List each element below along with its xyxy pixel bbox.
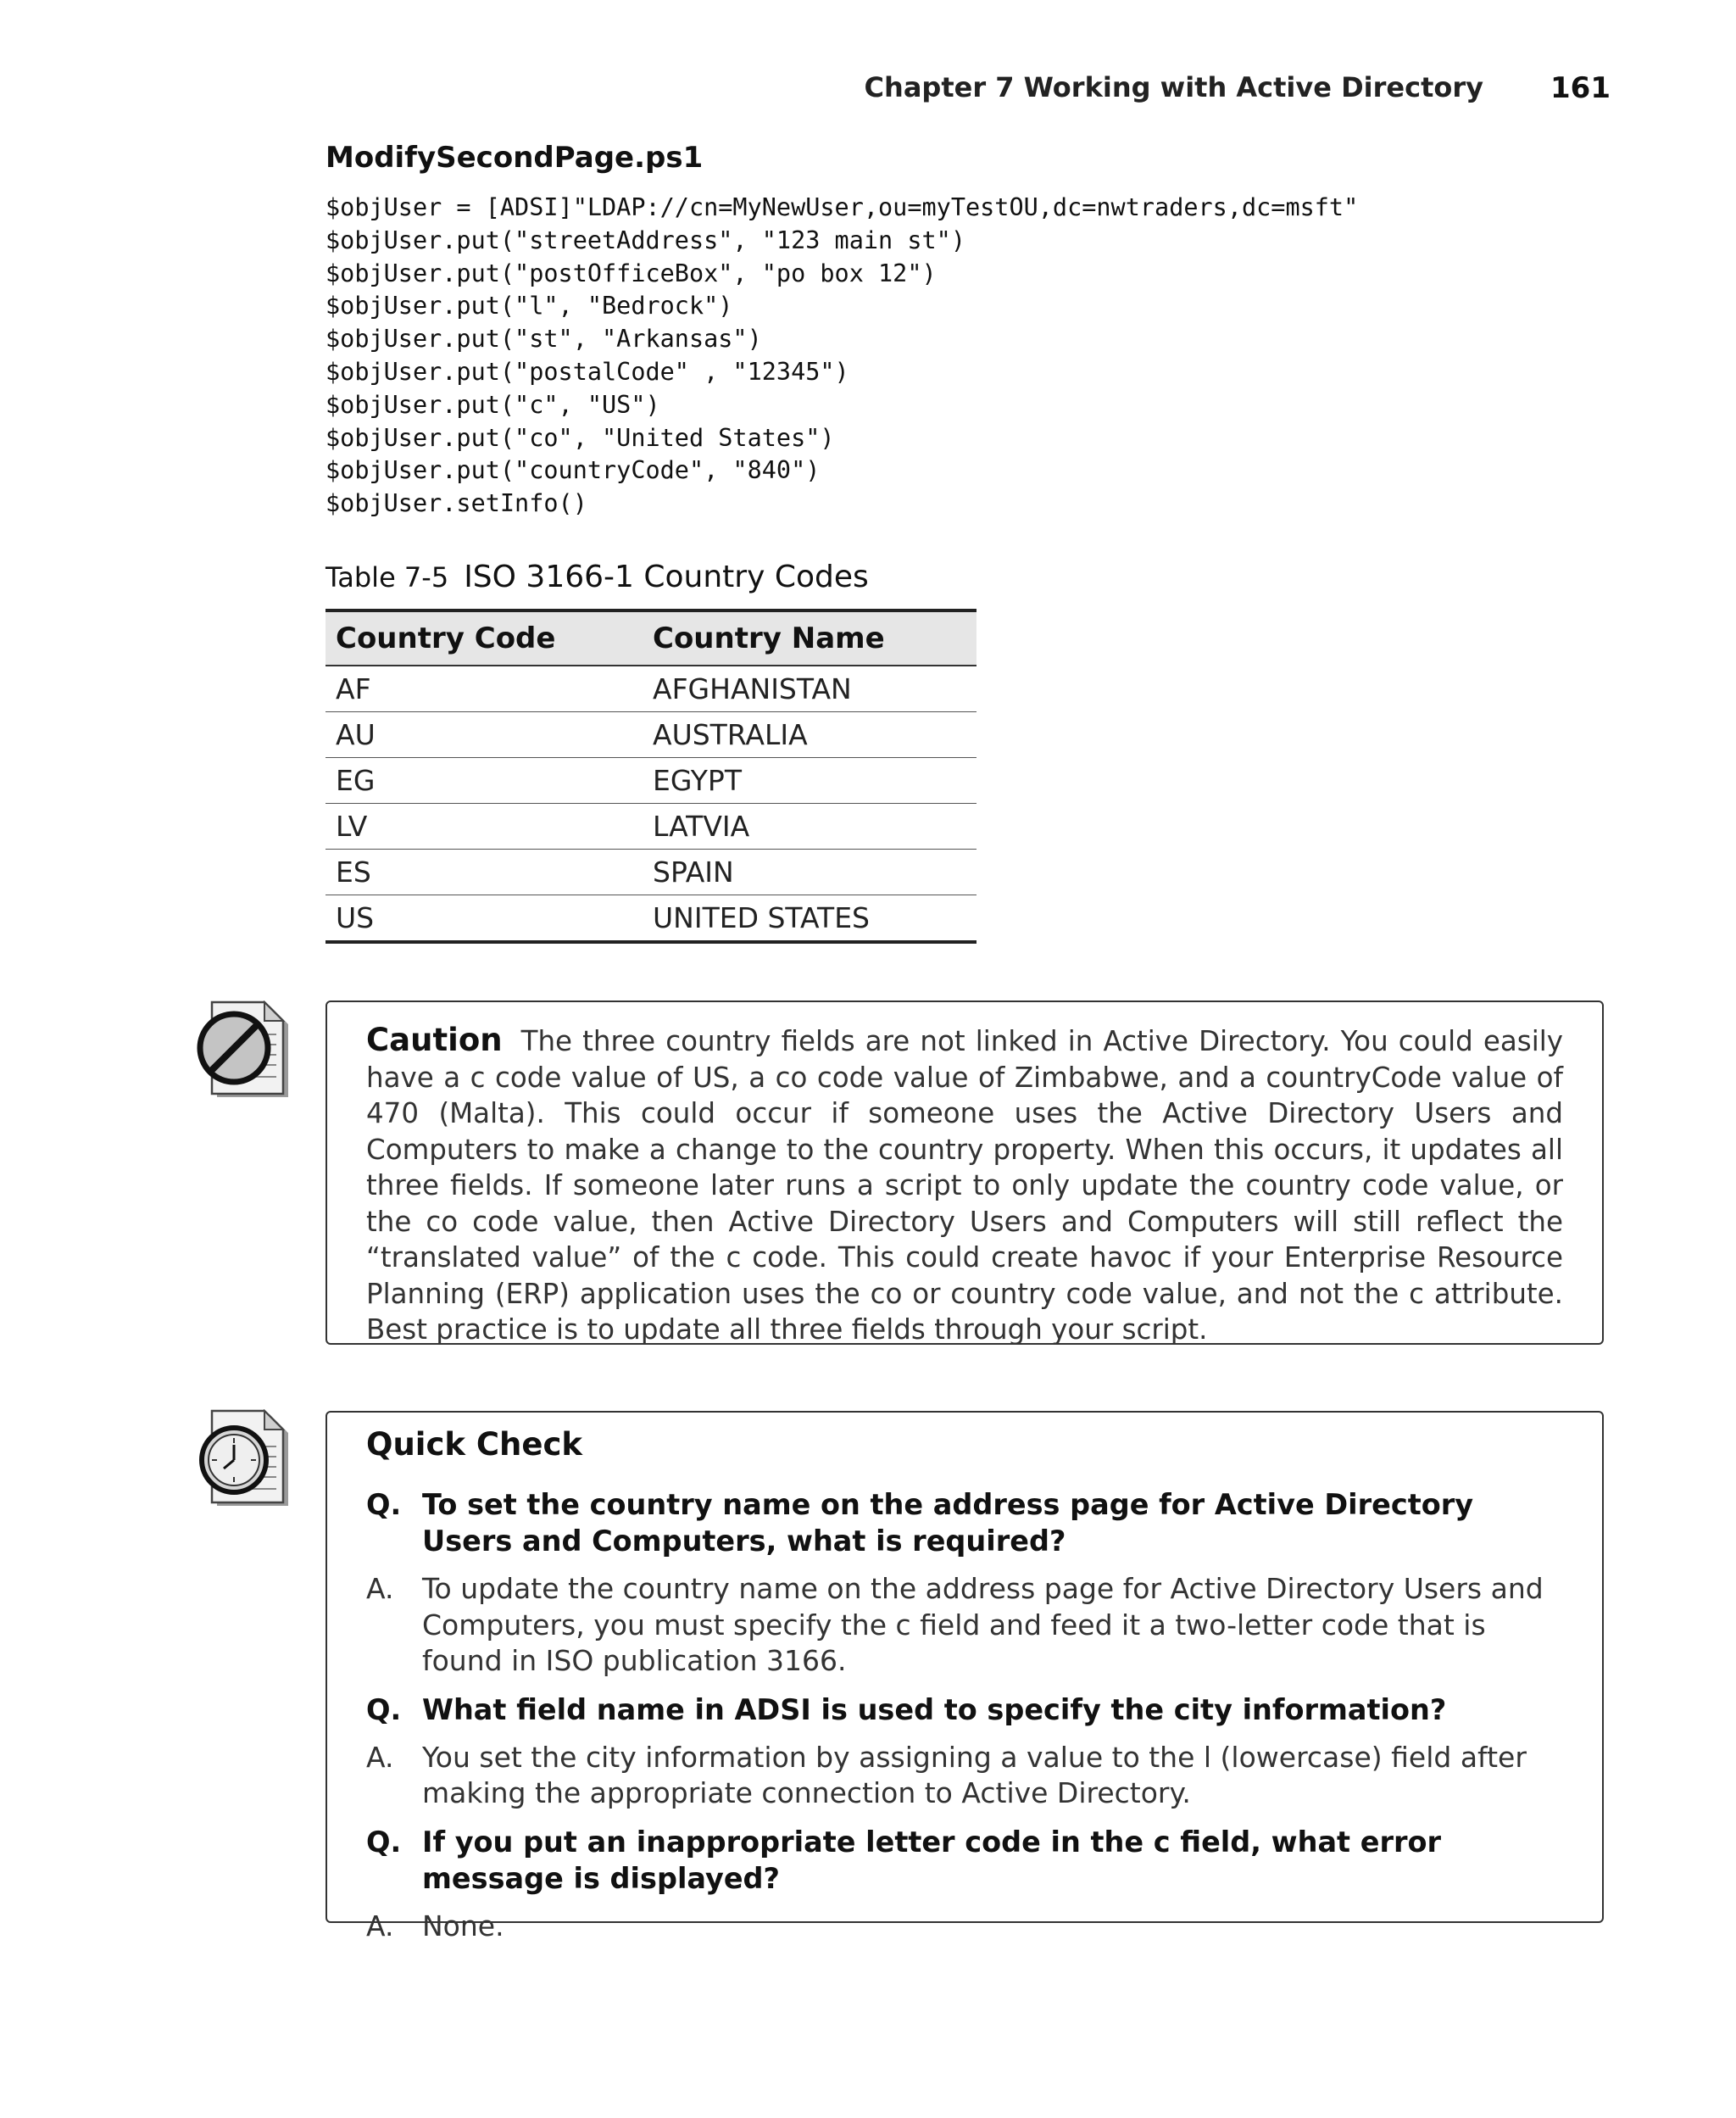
question-mark: Q. xyxy=(366,1692,402,1726)
quick-check-clock-icon xyxy=(193,1409,295,1511)
code-line: $objUser.put("countryCode", "840") xyxy=(326,456,821,485)
code-line: $objUser.put("postOfficeBox", "po box 12") xyxy=(326,259,937,287)
chapter-title: Chapter 7 Working with Active Directory xyxy=(864,71,1483,103)
cell-code: LV xyxy=(336,810,368,843)
caution-prohibited-icon xyxy=(193,1000,295,1102)
table-row xyxy=(326,712,976,758)
code-line: $objUser.put("l", "Bedrock") xyxy=(326,292,733,320)
table-row xyxy=(326,804,976,850)
running-head xyxy=(0,71,1611,109)
cell-code: AU xyxy=(336,718,376,751)
table-row xyxy=(326,850,976,895)
code-line: $objUser.put("c", "US") xyxy=(326,390,660,419)
table-title: ISO 3166-1 Country Codes xyxy=(464,560,869,594)
cell-name: EGYPT xyxy=(653,764,742,797)
answer-item xyxy=(366,1740,1563,1812)
answer-text: You set the city information by assigning a value to the l (lowercase) field after making the appropriate connection to Active Directory. xyxy=(422,1740,1527,1809)
quick-check-box xyxy=(326,1411,1604,1942)
cell-code: EG xyxy=(336,764,376,797)
question-mark: Q. xyxy=(366,1825,402,1859)
answer-mark: A. xyxy=(366,1740,394,1774)
question-text: If you put an inappropriate letter code in the c field, what error message is displayed? xyxy=(422,1825,1442,1895)
table-row xyxy=(326,666,976,712)
question-item xyxy=(366,1486,1563,1559)
code-line: $objUser = [ADSI]"LDAP://cn=MyNewUser,ou=myTestOU,dc=nwtraders,dc=msft" xyxy=(326,193,1359,221)
cell-code: AF xyxy=(336,672,371,705)
cell-name: LATVIA xyxy=(653,810,750,843)
cell-name: SPAIN xyxy=(653,856,734,889)
quick-check-title: Quick Check xyxy=(366,1426,583,1463)
caution-label: Caution xyxy=(366,1022,503,1058)
cell-name: AFGHANISTAN xyxy=(653,672,852,705)
header-country-code: Country Code xyxy=(336,621,556,655)
cell-code: US xyxy=(336,901,375,934)
table-label: Table 7-5 xyxy=(326,561,449,594)
cell-name: UNITED STATES xyxy=(653,901,870,934)
answer-mark: A. xyxy=(366,1909,394,1942)
listing-title: ModifySecondPage.ps1 xyxy=(326,141,704,175)
question-item xyxy=(366,1824,1563,1897)
question-text: What field name in ADSI is used to specify the city information? xyxy=(422,1692,1447,1726)
table-row xyxy=(326,758,976,804)
table-header-row xyxy=(326,612,976,666)
header-country-name: Country Name xyxy=(653,621,885,655)
question-mark: Q. xyxy=(366,1488,402,1521)
cell-code: ES xyxy=(336,856,371,889)
code-line: $objUser.put("co", "United States") xyxy=(326,423,835,452)
code-line: $objUser.put("st", "Arkansas") xyxy=(326,325,762,354)
caution-note xyxy=(326,1000,1604,1345)
code-line: $objUser.put("streetAddress", "123 main st") xyxy=(326,226,965,254)
country-code-table xyxy=(326,609,976,944)
cell-name: AUSTRALIA xyxy=(653,718,808,751)
table-row xyxy=(326,895,976,940)
question-item xyxy=(366,1692,1563,1728)
answer-text: None. xyxy=(422,1909,504,1942)
caution-text: The three country fields are not linked in Active Directory. You could easily have a c code value of US, a co code value of Zimbabwe, and a countryCode value of 470 (Malta). This could occur if someone uses the Active Directory Users and Computers to make a change to the country property. When this occurs, it updates all three fields. If someone later runs a script to only update the country code value, or the co code value, then Active Directory Users and Computers will still reflect the “translated value” of the c code. This could create havoc if your Enterprise Resource Planning (ERP) application uses the co or country code value, and not the c attribute. Best practice is to update all three fields through your script. xyxy=(366,1025,1563,1346)
page-number: 161 xyxy=(1550,71,1611,105)
code-line: $objUser.put("postalCode" , "12345") xyxy=(326,357,849,386)
caution-paragraph xyxy=(366,1023,1563,1348)
answer-text: To update the country name on the address page for Active Directory Users and Computers, you must specify the c field and feed it a two-letter code that is found in ISO publication 3166. xyxy=(422,1572,1544,1677)
answer-item xyxy=(366,1909,1563,1945)
answer-mark: A. xyxy=(366,1572,394,1605)
question-text: To set the country name on the address page for Active Directory Users and Computers, what is required? xyxy=(422,1488,1474,1558)
code-line: $objUser.setInfo() xyxy=(326,489,587,518)
table-caption xyxy=(326,560,869,594)
answer-item xyxy=(366,1571,1563,1680)
code-listing xyxy=(326,192,1358,521)
